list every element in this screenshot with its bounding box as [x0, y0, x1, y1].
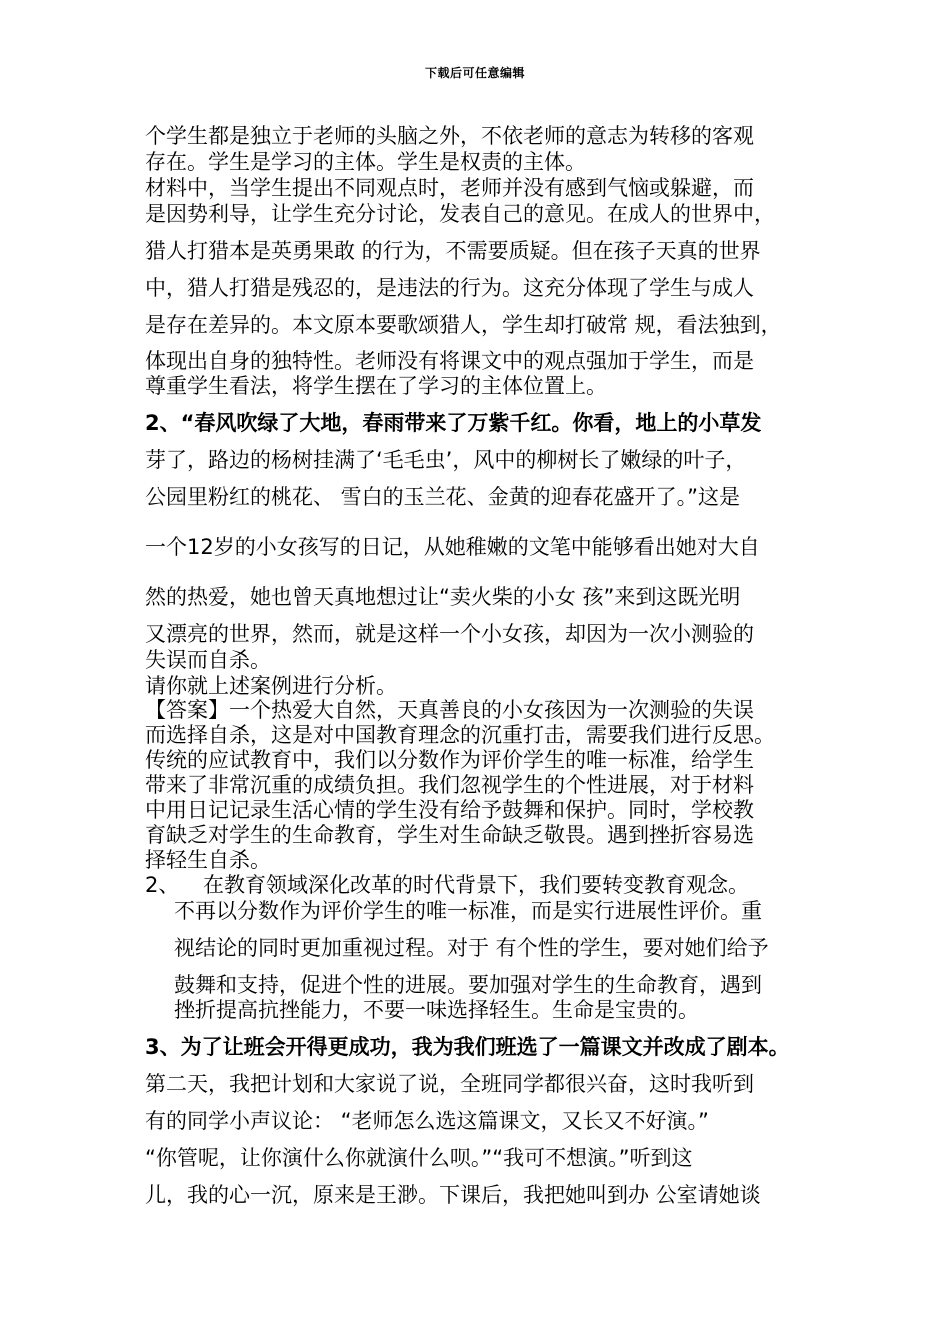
text-line: 育缺乏对学生的生命教育，学生对生命缺乏敬畏。遇到挫折容易选: [145, 823, 754, 847]
text-line: 择轻生自杀。: [145, 848, 271, 872]
text-line: 视结论的同时更加重视过程。对于 有个性的学生，要对她们给予: [174, 936, 769, 960]
text-line: 又漂亮的世界，然而，就是这样一个小女孩，却因为一次小测验的: [145, 622, 754, 646]
text-line: 个学生都是独立于老师的头脑之外，不依老师的意志为转移的客观: [145, 124, 754, 148]
text-line: 传统的应试教育中，我们以分数作为评价学生的唯一标准，给学生: [145, 748, 754, 772]
text-line: 【答案】一个热爱大自然，天真善良的小女孩因为一次测验的失误: [145, 698, 754, 722]
text-line: 芽了，路边的杨树挂满了‘毛毛虫’，风中的柳树长了嫩绿的叶子，: [145, 448, 747, 472]
list-marker: 2、: [145, 873, 180, 897]
text-line: 然的热爱，她也曾天真地想过让“卖火柴的小女 孩”来到这既光明: [145, 585, 741, 609]
text-line: 尊重学生看法，将学生摆在了学习的主体位置上。: [145, 374, 607, 398]
text-line: 材料中，当学生提出不同观点时，老师并没有感到气恼或躲避，而: [145, 176, 754, 200]
text-line: 存在。学生是学习的主体。学生是权责的主体。: [145, 150, 586, 174]
text-line: 中用日记记录生活心情的学生没有给予鼓舞和保护。同时，学校教: [145, 798, 754, 822]
text-line: 儿，我的心一沉，原来是王渺。下课后，我把她叫到办 公室请她谈: [145, 1183, 761, 1207]
text-line: 一个12岁的小女孩写的日记，从她稚嫩的文笔中能够看出她对大自: [145, 535, 760, 559]
text-line: 而选择自杀，这是对中国教育理念的沉重打击，需要我们进行反思。: [145, 723, 775, 747]
text-line: 失误而自杀。: [145, 648, 271, 672]
text-line: 是因势利导，让学生充分讨论，发表自己的意见。在成人的世界中，: [145, 202, 775, 226]
text-line: 公园里粉红的桃花、 雪白的玉兰花、金黄的迎春花盛开了。”这是: [145, 485, 741, 509]
text-line: 2、“春风吹绿了大地，春雨带来了万紫千红。你看，地上的小草发: [145, 411, 762, 435]
text-line: 不再以分数作为评价学生的唯一标准，而是实行进展性评价。重: [174, 899, 762, 923]
text-line: 有的同学小声议论： “老师怎么选这篇课文，又长又不好演。”: [145, 1109, 709, 1133]
text-line: “你管呢，让你演什么你就演什么呗。”“我可不想演。”听到这: [145, 1146, 693, 1170]
text-line: 猎人打猎本是英勇果敢 的行为，不需要质疑。但在孩子天真的世界: [145, 239, 761, 263]
text-line: 请你就上述案例进行分析。: [145, 674, 397, 698]
text-line: 3、为了让班会开得更成功，我为我们班选了一篇课文并改成了剧本。: [145, 1035, 790, 1059]
text-line: 体现出自身的独特性。老师没有将课文中的观点强加于学生，而是: [145, 349, 754, 373]
text-line: 挫折提高抗挫能力，不要一味选择轻生。生命是宝贵的。: [174, 998, 699, 1022]
text-line: 第二天，我把计划和大家说了说，全班同学都很兴奋，这时我听到: [145, 1072, 754, 1096]
text-line: 是存在差异的。本文原本要歌颂猎人，学生却打破常 规，看法独到，: [145, 313, 782, 337]
list-item-2: [145, 873, 749, 897]
text-line: 在教育领域深化改革的时代背景下，我们要转变教育观念。: [203, 873, 749, 897]
text-line: 中，猎人打猎是残忍的，是违法的行为。这充分体现了学生与成人: [145, 276, 754, 300]
text-line: 鼓舞和支持，促进个性的进展。要加强对学生的生命教育，遇到: [174, 973, 762, 997]
page-header: 下载后可任意编辑: [424, 66, 525, 80]
text-line: 带来了非常沉重的成绩负担。我们忽视学生的个性进展，对于材料: [145, 773, 754, 797]
